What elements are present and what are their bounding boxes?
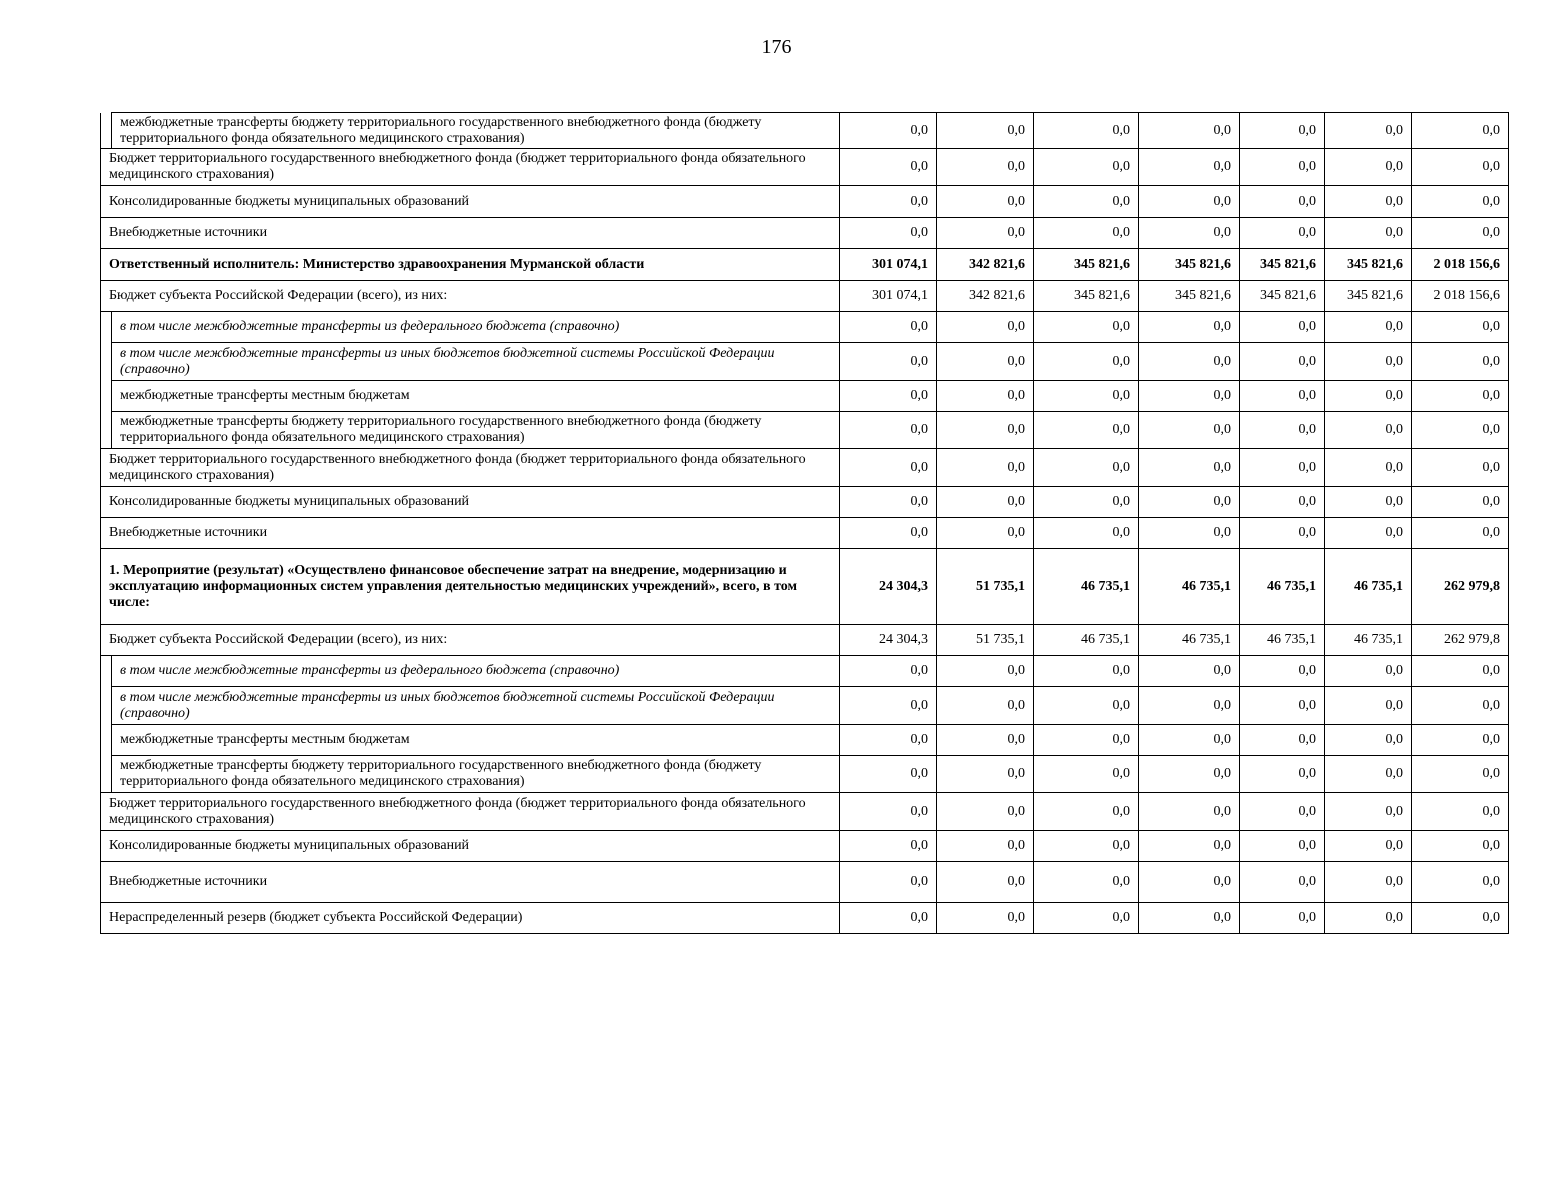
row-label: Консолидированные бюджеты муниципальных образований xyxy=(101,186,840,218)
value-cell: 0,0 xyxy=(1325,518,1412,549)
table-row xyxy=(101,518,1509,549)
table-row xyxy=(101,249,1509,281)
value-cell: 0,0 xyxy=(1034,449,1139,487)
value-cell: 0,0 xyxy=(1412,518,1509,549)
table-row xyxy=(101,149,1509,186)
value-cell: 0,0 xyxy=(840,862,937,903)
table-row xyxy=(101,186,1509,218)
value-cell: 0,0 xyxy=(1325,487,1412,518)
value-cell: 46 735,1 xyxy=(1240,549,1325,625)
value-cell: 0,0 xyxy=(937,725,1034,756)
value-cell: 0,0 xyxy=(937,862,1034,903)
value-cell: 0,0 xyxy=(1412,343,1509,381)
value-cell: 0,0 xyxy=(840,831,937,862)
value-cell: 0,0 xyxy=(937,312,1034,343)
row-label: Бюджет территориального государственного внебюджетного фонда (бюджет территориального фонда обязательного медицинского страхования) xyxy=(101,149,840,186)
value-cell: 0,0 xyxy=(1325,449,1412,487)
value-cell: 0,0 xyxy=(1240,793,1325,831)
value-cell: 0,0 xyxy=(1325,725,1412,756)
value-cell: 0,0 xyxy=(1412,412,1509,449)
value-cell: 0,0 xyxy=(1139,656,1240,687)
row-label: межбюджетные трансферты местным бюджетам xyxy=(112,725,840,756)
table-row xyxy=(101,549,1509,625)
value-cell: 0,0 xyxy=(1325,343,1412,381)
indent-cell xyxy=(101,656,112,687)
value-cell: 0,0 xyxy=(1034,149,1139,186)
value-cell: 0,0 xyxy=(1412,793,1509,831)
value-cell: 0,0 xyxy=(1240,487,1325,518)
value-cell: 0,0 xyxy=(1240,862,1325,903)
value-cell: 0,0 xyxy=(937,343,1034,381)
value-cell: 0,0 xyxy=(840,113,937,149)
row-label: межбюджетные трансферты бюджету территориального государственного внебюджетного фонда (бюджету территориального фонда обязательного медицинского страхования) xyxy=(112,113,840,149)
row-label: Нераспределенный резерв (бюджет субъекта Российской Федерации) xyxy=(101,903,840,934)
budget-table xyxy=(100,112,1509,934)
value-cell: 0,0 xyxy=(1139,831,1240,862)
value-cell: 0,0 xyxy=(1139,381,1240,412)
value-cell: 0,0 xyxy=(1412,656,1509,687)
value-cell: 0,0 xyxy=(1412,113,1509,149)
value-cell: 342 821,6 xyxy=(937,281,1034,312)
value-cell: 0,0 xyxy=(937,793,1034,831)
value-cell: 0,0 xyxy=(1325,687,1412,725)
row-label: в том числе межбюджетные трансферты из федерального бюджета (справочно) xyxy=(112,656,840,687)
value-cell: 46 735,1 xyxy=(1139,549,1240,625)
value-cell: 0,0 xyxy=(1412,218,1509,249)
value-cell: 0,0 xyxy=(1412,903,1509,934)
value-cell: 0,0 xyxy=(937,149,1034,186)
value-cell: 0,0 xyxy=(1139,487,1240,518)
table-row xyxy=(101,113,1509,149)
indent-cell xyxy=(101,312,112,343)
value-cell: 0,0 xyxy=(1034,862,1139,903)
value-cell: 0,0 xyxy=(1240,903,1325,934)
value-cell: 0,0 xyxy=(1412,312,1509,343)
value-cell: 0,0 xyxy=(840,149,937,186)
table-row xyxy=(101,312,1509,343)
value-cell: 0,0 xyxy=(1240,343,1325,381)
value-cell: 345 821,6 xyxy=(1034,249,1139,281)
value-cell: 0,0 xyxy=(1240,186,1325,218)
indent-cell xyxy=(101,343,112,381)
table-row xyxy=(101,218,1509,249)
value-cell: 0,0 xyxy=(1325,218,1412,249)
value-cell: 342 821,6 xyxy=(937,249,1034,281)
value-cell: 0,0 xyxy=(1240,518,1325,549)
value-cell: 46 735,1 xyxy=(1139,625,1240,656)
value-cell: 46 735,1 xyxy=(1240,625,1325,656)
value-cell: 0,0 xyxy=(1034,412,1139,449)
value-cell: 0,0 xyxy=(840,656,937,687)
table-row xyxy=(101,793,1509,831)
value-cell: 0,0 xyxy=(1412,831,1509,862)
row-label: Внебюджетные источники xyxy=(101,218,840,249)
value-cell: 0,0 xyxy=(1240,656,1325,687)
value-cell: 0,0 xyxy=(840,343,937,381)
value-cell: 0,0 xyxy=(840,725,937,756)
value-cell: 0,0 xyxy=(840,218,937,249)
value-cell: 0,0 xyxy=(1034,518,1139,549)
table-row xyxy=(101,412,1509,449)
table-row xyxy=(101,831,1509,862)
row-label: Внебюджетные источники xyxy=(101,862,840,903)
table-row xyxy=(101,725,1509,756)
value-cell: 345 821,6 xyxy=(1139,281,1240,312)
value-cell: 0,0 xyxy=(1034,343,1139,381)
indent-cell xyxy=(101,756,112,793)
row-label: 1. Мероприятие (результат) «Осуществлено финансовое обеспечение затрат на внедрение, модернизацию и эксплуатацию информационных систем управления деятельностью медицинских учреждений», всего, в том числе: xyxy=(101,549,840,625)
value-cell: 0,0 xyxy=(1325,186,1412,218)
value-cell: 0,0 xyxy=(1412,449,1509,487)
row-label: Консолидированные бюджеты муниципальных образований xyxy=(101,487,840,518)
value-cell: 0,0 xyxy=(1034,656,1139,687)
value-cell: 0,0 xyxy=(1240,113,1325,149)
row-label: межбюджетные трансферты бюджету территориального государственного внебюджетного фонда (бюджету территориального фонда обязательного медицинского страхования) xyxy=(112,412,840,449)
indent-cell xyxy=(101,412,112,449)
value-cell: 0,0 xyxy=(1034,793,1139,831)
value-cell: 0,0 xyxy=(937,903,1034,934)
value-cell: 0,0 xyxy=(1325,656,1412,687)
row-label: Консолидированные бюджеты муниципальных образований xyxy=(101,831,840,862)
value-cell: 0,0 xyxy=(1139,862,1240,903)
value-cell: 345 821,6 xyxy=(1139,249,1240,281)
value-cell: 0,0 xyxy=(937,831,1034,862)
table-row xyxy=(101,625,1509,656)
value-cell: 0,0 xyxy=(937,518,1034,549)
value-cell: 0,0 xyxy=(937,687,1034,725)
value-cell: 0,0 xyxy=(1412,725,1509,756)
value-cell: 345 821,6 xyxy=(1325,281,1412,312)
table-row xyxy=(101,903,1509,934)
value-cell: 345 821,6 xyxy=(1325,249,1412,281)
value-cell: 0,0 xyxy=(1139,903,1240,934)
value-cell: 0,0 xyxy=(1139,518,1240,549)
table-row xyxy=(101,281,1509,312)
value-cell: 0,0 xyxy=(840,412,937,449)
value-cell: 24 304,3 xyxy=(840,549,937,625)
row-label: в том числе межбюджетные трансферты из федерального бюджета (справочно) xyxy=(112,312,840,343)
value-cell: 345 821,6 xyxy=(1034,281,1139,312)
value-cell: 0,0 xyxy=(1034,218,1139,249)
row-label: Бюджет субъекта Российской Федерации (всего), из них: xyxy=(101,281,840,312)
row-label: Бюджет территориального государственного внебюджетного фонда (бюджет территориального фонда обязательного медицинского страхования) xyxy=(101,449,840,487)
value-cell: 0,0 xyxy=(1412,381,1509,412)
value-cell: 0,0 xyxy=(1412,862,1509,903)
value-cell: 0,0 xyxy=(1412,756,1509,793)
value-cell: 0,0 xyxy=(1412,149,1509,186)
value-cell: 0,0 xyxy=(1139,756,1240,793)
value-cell: 0,0 xyxy=(937,756,1034,793)
indent-cell xyxy=(101,725,112,756)
value-cell: 46 735,1 xyxy=(1034,549,1139,625)
value-cell: 0,0 xyxy=(840,756,937,793)
value-cell: 0,0 xyxy=(840,312,937,343)
value-cell: 0,0 xyxy=(1034,903,1139,934)
row-label: в том числе межбюджетные трансферты из иных бюджетов бюджетной системы Российской Федерации (справочно) xyxy=(112,343,840,381)
value-cell: 0,0 xyxy=(937,412,1034,449)
table-body xyxy=(101,113,1509,934)
value-cell: 0,0 xyxy=(1034,312,1139,343)
value-cell: 0,0 xyxy=(937,186,1034,218)
value-cell: 0,0 xyxy=(1240,149,1325,186)
value-cell: 0,0 xyxy=(1034,831,1139,862)
value-cell: 262 979,8 xyxy=(1412,625,1509,656)
value-cell: 262 979,8 xyxy=(1412,549,1509,625)
row-label: Внебюджетные источники xyxy=(101,518,840,549)
value-cell: 0,0 xyxy=(1240,831,1325,862)
value-cell: 0,0 xyxy=(1240,312,1325,343)
value-cell: 0,0 xyxy=(840,449,937,487)
value-cell: 0,0 xyxy=(1240,725,1325,756)
value-cell: 0,0 xyxy=(1139,186,1240,218)
row-label: Ответственный исполнитель: Министерство здравоохранения Мурманской области xyxy=(101,249,840,281)
indent-cell xyxy=(101,113,112,149)
table-row xyxy=(101,449,1509,487)
value-cell: 0,0 xyxy=(1240,449,1325,487)
value-cell: 345 821,6 xyxy=(1240,281,1325,312)
value-cell: 0,0 xyxy=(1034,756,1139,793)
value-cell: 0,0 xyxy=(937,487,1034,518)
value-cell: 46 735,1 xyxy=(1325,549,1412,625)
row-label: межбюджетные трансферты бюджету территориального государственного внебюджетного фонда (бюджету территориального фонда обязательного медицинского страхования) xyxy=(112,756,840,793)
value-cell: 0,0 xyxy=(1034,687,1139,725)
row-label: межбюджетные трансферты местным бюджетам xyxy=(112,381,840,412)
value-cell: 0,0 xyxy=(1325,793,1412,831)
table-row xyxy=(101,487,1509,518)
value-cell: 0,0 xyxy=(1139,218,1240,249)
value-cell: 0,0 xyxy=(1412,687,1509,725)
table-row xyxy=(101,862,1509,903)
value-cell: 0,0 xyxy=(937,113,1034,149)
value-cell: 301 074,1 xyxy=(840,249,937,281)
value-cell: 0,0 xyxy=(840,793,937,831)
table-row xyxy=(101,656,1509,687)
table-row xyxy=(101,343,1509,381)
value-cell: 0,0 xyxy=(1034,487,1139,518)
value-cell: 2 018 156,6 xyxy=(1412,281,1509,312)
value-cell: 51 735,1 xyxy=(937,549,1034,625)
value-cell: 0,0 xyxy=(840,186,937,218)
value-cell: 0,0 xyxy=(1325,831,1412,862)
value-cell: 24 304,3 xyxy=(840,625,937,656)
value-cell: 46 735,1 xyxy=(1325,625,1412,656)
indent-cell xyxy=(101,381,112,412)
value-cell: 46 735,1 xyxy=(1034,625,1139,656)
value-cell: 0,0 xyxy=(1139,725,1240,756)
value-cell: 0,0 xyxy=(1325,113,1412,149)
value-cell: 2 018 156,6 xyxy=(1412,249,1509,281)
value-cell: 0,0 xyxy=(1139,113,1240,149)
row-label: Бюджет субъекта Российской Федерации (всего), из них: xyxy=(101,625,840,656)
value-cell: 0,0 xyxy=(1034,186,1139,218)
value-cell: 0,0 xyxy=(1325,312,1412,343)
value-cell: 0,0 xyxy=(1139,449,1240,487)
value-cell: 0,0 xyxy=(1139,343,1240,381)
value-cell: 0,0 xyxy=(1240,756,1325,793)
value-cell: 0,0 xyxy=(937,656,1034,687)
value-cell: 0,0 xyxy=(1325,903,1412,934)
value-cell: 0,0 xyxy=(1034,381,1139,412)
value-cell: 0,0 xyxy=(1034,725,1139,756)
value-cell: 0,0 xyxy=(1325,149,1412,186)
value-cell: 0,0 xyxy=(1240,412,1325,449)
table-row xyxy=(101,381,1509,412)
table-row xyxy=(101,756,1509,793)
value-cell: 0,0 xyxy=(937,449,1034,487)
value-cell: 345 821,6 xyxy=(1240,249,1325,281)
value-cell: 0,0 xyxy=(1034,113,1139,149)
value-cell: 0,0 xyxy=(1139,312,1240,343)
table-row xyxy=(101,687,1509,725)
value-cell: 0,0 xyxy=(1325,862,1412,903)
value-cell: 0,0 xyxy=(1240,218,1325,249)
value-cell: 0,0 xyxy=(1240,381,1325,412)
value-cell: 0,0 xyxy=(840,487,937,518)
value-cell: 0,0 xyxy=(840,903,937,934)
value-cell: 0,0 xyxy=(1325,381,1412,412)
value-cell: 0,0 xyxy=(1412,487,1509,518)
value-cell: 0,0 xyxy=(937,218,1034,249)
value-cell: 0,0 xyxy=(1240,687,1325,725)
page-number: 176 xyxy=(761,36,792,58)
value-cell: 0,0 xyxy=(1139,793,1240,831)
value-cell: 0,0 xyxy=(1325,756,1412,793)
value-cell: 0,0 xyxy=(840,687,937,725)
value-cell: 51 735,1 xyxy=(937,625,1034,656)
value-cell: 301 074,1 xyxy=(840,281,937,312)
row-label: Бюджет территориального государственного внебюджетного фонда (бюджет территориального фонда обязательного медицинского страхования) xyxy=(101,793,840,831)
value-cell: 0,0 xyxy=(937,381,1034,412)
value-cell: 0,0 xyxy=(1325,412,1412,449)
row-label: в том числе межбюджетные трансферты из иных бюджетов бюджетной системы Российской Федерации (справочно) xyxy=(112,687,840,725)
value-cell: 0,0 xyxy=(840,381,937,412)
value-cell: 0,0 xyxy=(1139,687,1240,725)
value-cell: 0,0 xyxy=(1412,186,1509,218)
value-cell: 0,0 xyxy=(1139,149,1240,186)
indent-cell xyxy=(101,687,112,725)
value-cell: 0,0 xyxy=(840,518,937,549)
value-cell: 0,0 xyxy=(1139,412,1240,449)
